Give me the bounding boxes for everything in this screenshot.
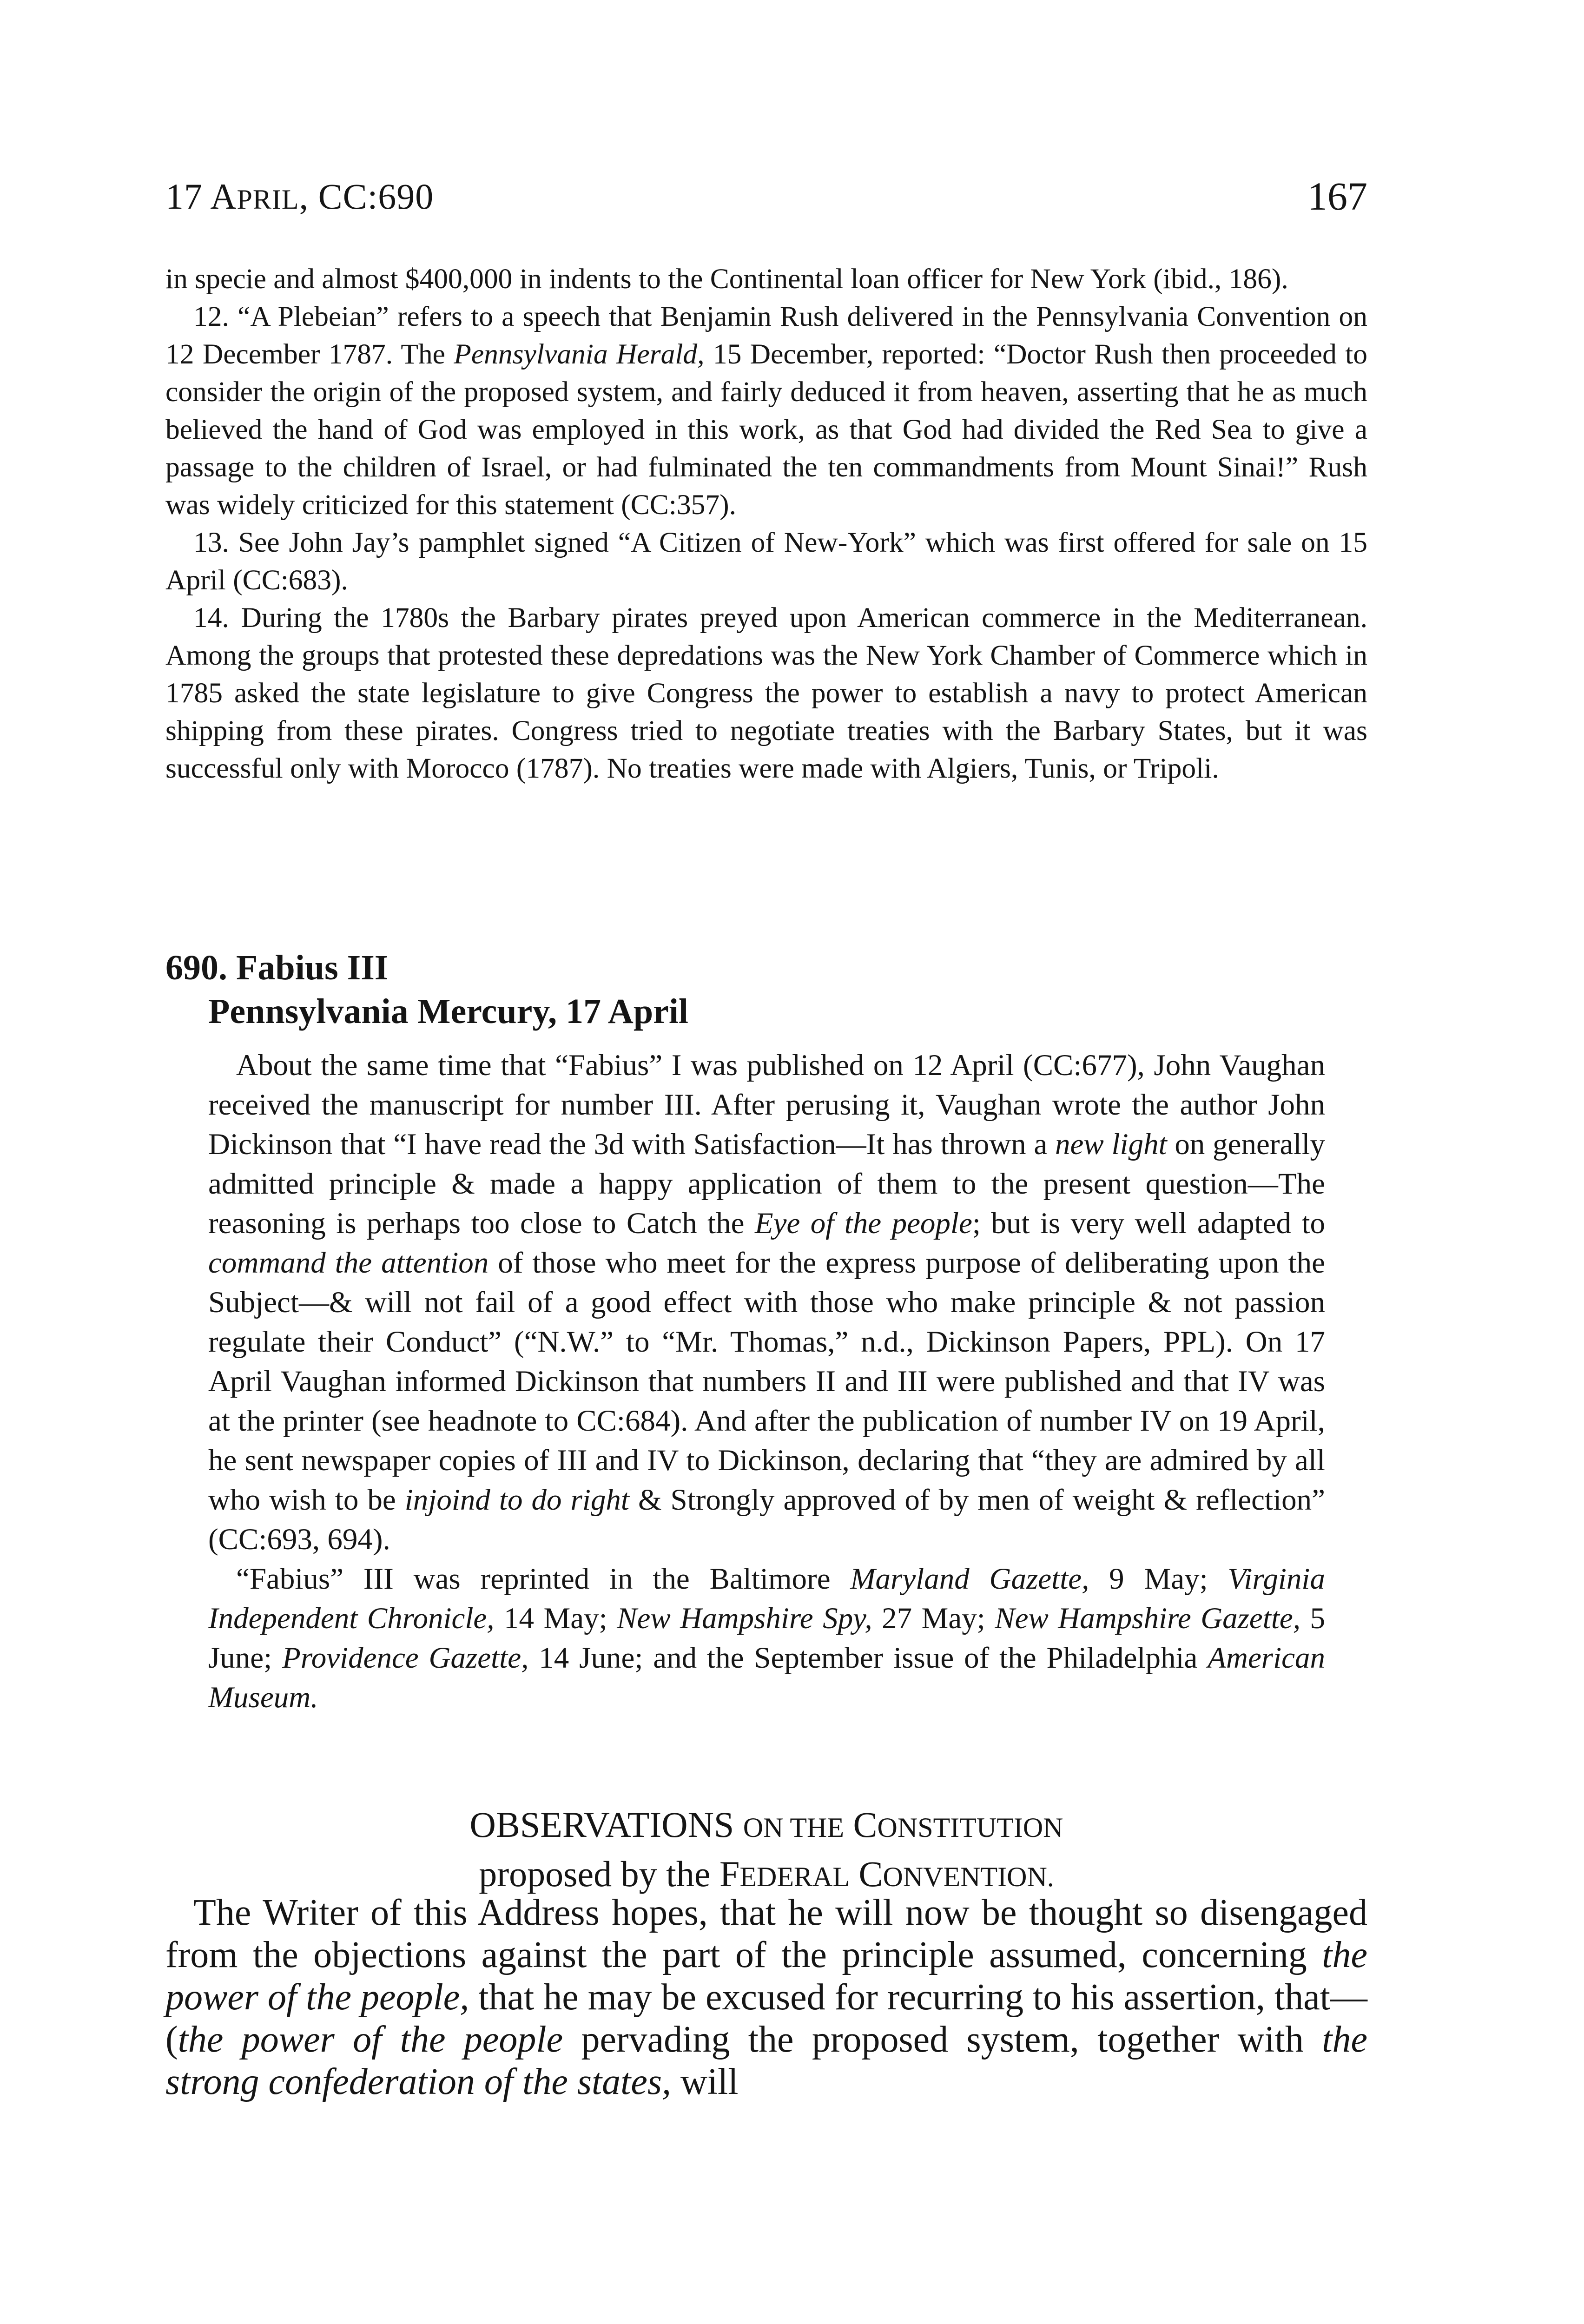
headnote-italic: American Museum. xyxy=(208,1641,1325,1714)
document-heading-source: Pennsylvania Mercury, 17 April xyxy=(208,992,689,1031)
headnote-text: on generally admitted principle & made a happy application of them to the present question—The reasoning is perhaps too close to Catch the xyxy=(208,1128,1325,1240)
headnote-italic: Maryland Gazette, xyxy=(850,1562,1089,1596)
running-head-month-rest: PRIL xyxy=(237,184,299,215)
title-word: C xyxy=(858,1854,883,1894)
note-14: 14. During the 1780s the Barbary pirates preyed upon American commerce in the Mediterranean. Among the groups that protested these depredations was the New York Chamber of Commerce which in 1785 asked the state legislature to give Congress the power to establish a navy to protect American shipping from these pirates. Congress tried to negotiate treaties with the Barbary States, but it was successful only with Morocco (1787). No treaties were made with Algiers, Tunis, or Tripoli. xyxy=(165,602,1367,784)
headnote-text: 27 May; xyxy=(872,1602,995,1635)
title-word: EDERAL xyxy=(739,1862,850,1892)
note-12-text-a: 12. “A Plebeian” refers to a speech that Benjamin Rush delivered in the Pennsylvania Convention on 12 December 1787. The xyxy=(165,301,1367,370)
title-word: ON THE xyxy=(743,1812,845,1843)
endnotes xyxy=(165,260,1367,787)
headnote-italic: new light xyxy=(1055,1128,1167,1161)
note-12 xyxy=(165,298,1367,524)
headnote-text: 5 June; xyxy=(208,1602,1325,1675)
document-title xyxy=(165,1802,1367,1900)
headnote-italic: injoind to do right xyxy=(404,1483,629,1517)
headnote-italic: command the attention xyxy=(208,1246,489,1280)
body-italic: the power of the people, xyxy=(165,1934,1367,2018)
headnote-text: & Strongly approved of by men of weight & reflection” (CC:693, 694). xyxy=(208,1483,1326,1556)
page-number: 167 xyxy=(1307,174,1367,218)
body-text: that he may be excused for recurring to his assertion, that—( xyxy=(165,1977,1368,2060)
page-header xyxy=(165,176,1367,227)
body-text: pervading the proposed system, together with xyxy=(563,2019,1322,2060)
headnote-paragraph-2 xyxy=(208,1559,1325,1717)
headnote xyxy=(208,1046,1325,1717)
headnote-italic: New Hampshire Gazette, xyxy=(995,1602,1301,1635)
body-text: The Writer of this Address hopes, that he will now be thought so disengaged from the objections against the part of the principle assumed, concerning xyxy=(165,1892,1367,1975)
note-carryover: in specie and almost $400,000 in indents to the Continental loan officer for New York (ibid., 186). xyxy=(165,263,1288,295)
running-head-ref: , CC:690 xyxy=(299,176,434,217)
running-head-month-cap: A xyxy=(210,176,237,217)
title-word: ONVENTION. xyxy=(883,1862,1054,1892)
document-body xyxy=(165,1892,1367,2103)
running-head-date: 17 xyxy=(165,176,211,217)
headnote-text: 14 June; and the September issue of the Philadelphia xyxy=(528,1641,1208,1675)
headnote-italic: Virginia Independent Chronicle, xyxy=(208,1562,1325,1635)
headnote-text: 9 May; xyxy=(1089,1562,1228,1596)
body-text: will xyxy=(671,2061,739,2102)
headnote-text: ; but is very well adapted to xyxy=(972,1207,1326,1240)
headnote-text: “Fabius” III was reprinted in the Baltimore xyxy=(236,1562,851,1596)
title-word: OBSERVATIONS xyxy=(469,1804,734,1845)
headnote-paragraph-1 xyxy=(208,1046,1325,1559)
document-heading-title: 690. Fabius III xyxy=(165,948,389,987)
note-12-newspaper: Pennsylvania Herald, xyxy=(454,338,705,370)
title-word: C xyxy=(853,1804,878,1845)
headnote-italic: New Hampshire Spy, xyxy=(617,1602,872,1635)
document-heading xyxy=(165,946,1367,1033)
title-word: ONSTITUTION xyxy=(877,1812,1063,1843)
body-paragraph xyxy=(165,1892,1367,2103)
title-word: proposed by the xyxy=(479,1854,719,1894)
document-title-line-1 xyxy=(165,1802,1367,1851)
headnote-text: About the same time that “Fabius” I was published on 12 April (CC:677), John Vaughan received the manuscript for number III. After perusing it, Vaughan wrote the author John Dickinson that “I have read the 3d with Satisfaction—It has thrown a xyxy=(208,1049,1325,1161)
note-13: 13. See John Jay’s pamphlet signed “A Citizen of New-York” which was first offered for sale on 15 April (CC:683). xyxy=(165,527,1367,596)
note-12-text-b: 15 December, reported: “Doctor Rush then proceeded to consider the origin of the proposed system, and fairly deduced it from heaven, asserting that he as much believed the hand of God was employed in this work, as that God had divided the Red Sea to give a passage to the children of Israel, or had fulminated the ten commandments from Mount Sinai!” Rush was widely criticized for this statement (CC:357). xyxy=(165,338,1367,521)
running-head xyxy=(165,176,434,218)
body-italic: the power of the people xyxy=(178,2019,563,2060)
body-italic: the strong confederation of the states, xyxy=(165,2019,1368,2102)
headnote-text: of those who meet for the express purpose of deliberating upon the Subject—& will not fail of a good effect with those who make principle & not passion regulate their Conduct” (“N.W.” to “Mr. Thomas,” n.d., Dickinson Papers, PPL). On 17 April Vaughan informed Dickinson that numbers II and III were published and that IV was at the printer (see headnote to CC:684). And after the publication of number IV on 19 April, he sent newspaper copies of III and IV to Dickinson, declaring that “they are admired by all who wish to be xyxy=(208,1246,1325,1517)
title-word: F xyxy=(719,1854,740,1894)
headnote-italic: Providence Gazette, xyxy=(282,1641,529,1675)
headnote-text: 14 May; xyxy=(494,1602,617,1635)
headnote-italic: Eye of the people xyxy=(754,1207,972,1240)
